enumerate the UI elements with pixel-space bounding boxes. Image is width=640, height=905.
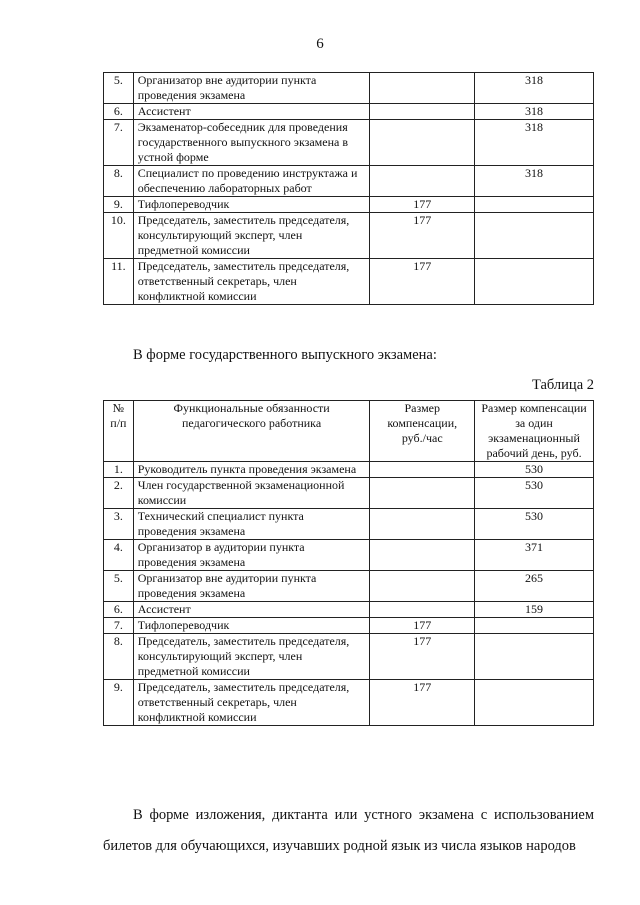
cell-name: Тифлопереводчик [133,197,370,213]
cell-name: Член государственной экзаменационной комиссии [133,478,370,509]
header-hourly: Размер компенсации, руб./час [370,401,475,462]
cell-hourly [370,478,475,509]
cell-hourly: 177 [370,634,475,680]
cell-hourly [370,540,475,571]
header-row [104,401,594,462]
cell-num: 5. [104,571,134,602]
cell-name: Председатель, заместитель председателя, ответственный секретарь, член конфликтной комиссии [133,680,370,726]
cell-hourly [370,509,475,540]
cell-name: Организатор в аудитории пункта проведения экзамена [133,540,370,571]
cell-num: 8. [104,634,134,680]
section-label: В форме государственного выпускного экзамена: [133,347,437,363]
cell-num: 9. [104,680,134,726]
cell-name: Председатель, заместитель председателя, ответственный секретарь, член конфликтной комиссии [133,259,370,305]
compensation-table-1 [103,72,594,305]
table-row [104,509,594,540]
table-row [104,680,594,726]
cell-daily: 530 [475,462,594,478]
cell-name: Технический специалист пункта проведения экзамена [133,509,370,540]
table-row [104,73,594,104]
cell-num: 9. [104,197,134,213]
cell-num: 7. [104,618,134,634]
body-paragraph [103,800,594,862]
table-row [104,478,594,509]
table-1-body [104,73,594,305]
table-2-header [104,401,594,462]
table-row [104,166,594,197]
cell-daily: 318 [475,73,594,104]
cell-name: Ассистент [133,602,370,618]
cell-hourly [370,104,475,120]
cell-num: 5. [104,73,134,104]
cell-num: 6. [104,602,134,618]
cell-num: 10. [104,213,134,259]
cell-hourly [370,73,475,104]
cell-hourly: 177 [370,259,475,305]
table-row [104,120,594,166]
cell-daily: 371 [475,540,594,571]
table-row [104,634,594,680]
cell-daily: 318 [475,166,594,197]
table-row [104,104,594,120]
table-row [104,618,594,634]
table-row [104,197,594,213]
cell-hourly: 177 [370,197,475,213]
cell-num: 2. [104,478,134,509]
cell-name: Организатор вне аудитории пункта проведения экзамена [133,571,370,602]
table-caption: Таблица 2 [531,377,594,393]
cell-daily: 318 [475,120,594,166]
cell-hourly: 177 [370,680,475,726]
cell-num: 11. [104,259,134,305]
cell-num: 1. [104,462,134,478]
page-number: 6 [316,36,324,52]
cell-daily [475,197,594,213]
cell-daily [475,213,594,259]
cell-daily: 265 [475,571,594,602]
table-row [104,571,594,602]
cell-daily [475,259,594,305]
cell-name: Руководитель пункта проведения экзамена [133,462,370,478]
cell-num: 4. [104,540,134,571]
header-name: Функциональные обязанности педагогического работника [133,401,370,462]
cell-hourly: 177 [370,618,475,634]
cell-name: Специалист по проведению инструктажа и обеспечению лабораторных работ [133,166,370,197]
cell-name: Организатор вне аудитории пункта проведения экзамена [133,73,370,104]
cell-daily [475,680,594,726]
cell-num: 3. [104,509,134,540]
cell-name: Экзаменатор-собеседник для проведения государственного выпускного экзамена в устной форме [133,120,370,166]
table-row [104,462,594,478]
cell-name: Председатель, заместитель председателя, консультирующий эксперт, член предметной комиссии [133,634,370,680]
cell-num: 7. [104,120,134,166]
cell-daily: 530 [475,478,594,509]
cell-num: 8. [104,166,134,197]
cell-daily: 159 [475,602,594,618]
cell-name: Ассистент [133,104,370,120]
cell-name: Председатель, заместитель председателя, консультирующий эксперт, член предметной комиссии [133,213,370,259]
compensation-table-2 [103,400,594,726]
cell-daily: 318 [475,104,594,120]
cell-daily: 530 [475,509,594,540]
cell-hourly [370,120,475,166]
cell-name: Тифлопереводчик [133,618,370,634]
header-daily: Размер компенсации за один экзаменационный рабочий день, руб. [475,401,594,462]
table-row [104,259,594,305]
cell-hourly [370,602,475,618]
cell-hourly: 177 [370,213,475,259]
table-2-body [104,462,594,726]
table-row [104,602,594,618]
cell-num: 6. [104,104,134,120]
table-row [104,540,594,571]
table-row [104,213,594,259]
cell-hourly [370,166,475,197]
cell-daily [475,634,594,680]
header-num: № п/п [104,401,134,462]
cell-hourly [370,571,475,602]
body-paragraph-text: В форме изложения, диктанта или устного экзамена с использованием билетов для обучающихся, изучавших родной язык из числа языков народов [103,807,594,854]
cell-hourly [370,462,475,478]
cell-daily [475,618,594,634]
